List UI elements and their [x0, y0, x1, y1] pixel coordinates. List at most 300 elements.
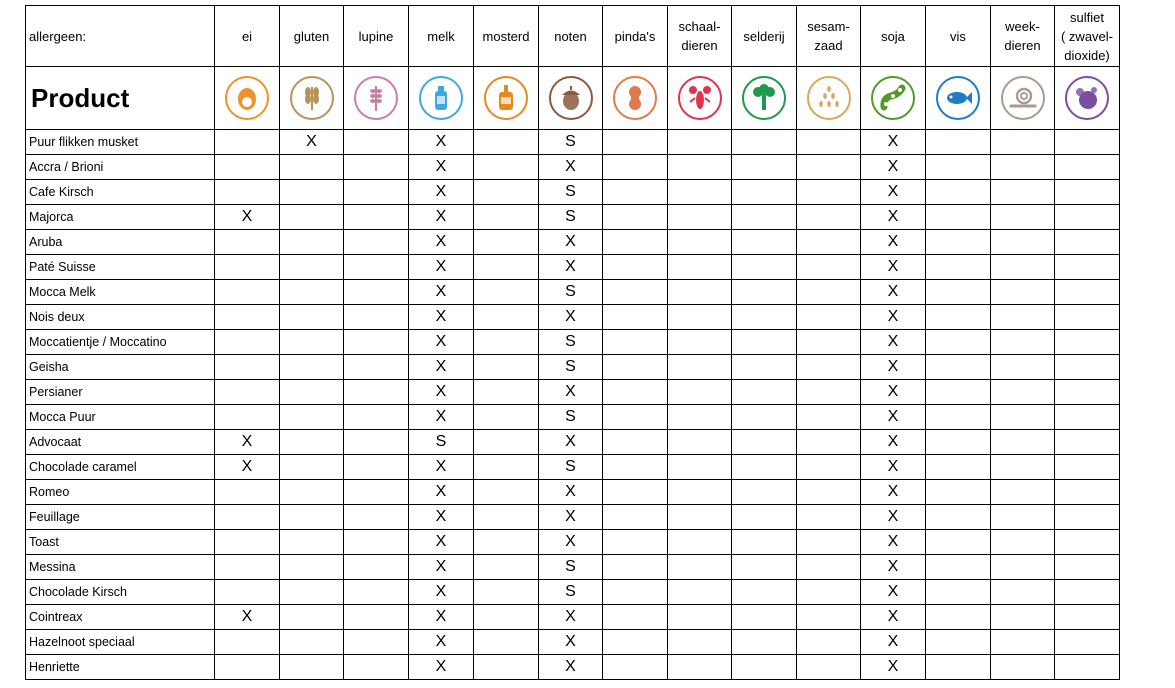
allergen-mark-cell: [668, 455, 732, 480]
allergen-mark-cell: [926, 605, 991, 630]
allergen-header-4: mosterd: [474, 6, 539, 67]
allergen-mark-cell: X: [539, 530, 603, 555]
allergen-icon-cell-2: [344, 67, 409, 130]
allergen-mark-cell: [797, 380, 861, 405]
allergen-mark-cell: X: [409, 280, 474, 305]
allergen-icon-cell-12: [991, 67, 1055, 130]
allergen-mark-cell: S: [539, 355, 603, 380]
allergen-mark-cell: X: [409, 605, 474, 630]
allergen-mark-cell: [344, 555, 409, 580]
allergen-mark-cell: [668, 280, 732, 305]
allergen-mark-cell: [926, 530, 991, 555]
product-name: Puur flikken musket: [26, 130, 215, 155]
allergen-mark-cell: [991, 530, 1055, 555]
allergen-mark-cell: [215, 405, 280, 430]
table-row: [26, 305, 1120, 330]
allergen-mark-cell: S: [539, 330, 603, 355]
allergen-mark-cell: [215, 655, 280, 680]
allergen-icon-cell-9: [797, 67, 861, 130]
allergen-mark-cell: [603, 280, 668, 305]
allergen-mark-cell: [215, 505, 280, 530]
allergen-icon-cell-3: [409, 67, 474, 130]
allergen-mark-cell: [603, 555, 668, 580]
allergen-mark-cell: [926, 355, 991, 380]
allergen-mark-cell: [668, 230, 732, 255]
allergen-mark-cell: X: [409, 655, 474, 680]
allergen-mark-cell: [668, 255, 732, 280]
allergen-mark-cell: [474, 555, 539, 580]
allergen-mark-cell: [344, 230, 409, 255]
allergen-mark-cell: X: [861, 430, 926, 455]
allergen-mark-cell: X: [409, 405, 474, 430]
allergen-mark-cell: X: [539, 380, 603, 405]
allergen-mark-cell: [797, 205, 861, 230]
allergen-mark-cell: [1055, 430, 1120, 455]
allergen-mark-cell: [797, 455, 861, 480]
allergen-icon-cell-11: [926, 67, 991, 130]
allergen-mark-cell: [280, 380, 344, 405]
allergen-mark-cell: [603, 530, 668, 555]
allergen-header-2: lupine: [344, 6, 409, 67]
allergen-mark-cell: [1055, 630, 1120, 655]
allergen-mark-cell: [603, 455, 668, 480]
allergen-mark-cell: [603, 605, 668, 630]
soy-bean-icon: [871, 76, 915, 120]
allergen-mark-cell: [1055, 155, 1120, 180]
allergen-mark-cell: X: [861, 305, 926, 330]
allergen-mark-cell: [991, 305, 1055, 330]
allergen-mark-cell: X: [409, 255, 474, 280]
allergen-icon-cell-1: [280, 67, 344, 130]
allergen-mark-cell: [215, 555, 280, 580]
allergen-mark-cell: [991, 130, 1055, 155]
allergen-mark-cell: [732, 455, 797, 480]
allergen-mark-cell: [732, 255, 797, 280]
allergen-mark-cell: [668, 480, 732, 505]
allergen-mark-cell: [991, 630, 1055, 655]
allergen-mark-cell: X: [861, 230, 926, 255]
allergen-header-13: sulfiet ( zwavel- dioxide): [1055, 6, 1120, 67]
allergen-mark-cell: S: [539, 205, 603, 230]
table-row: [26, 555, 1120, 580]
allergen-icon-cell-8: [732, 67, 797, 130]
allergen-mark-cell: [926, 180, 991, 205]
product-name: Geisha: [26, 355, 215, 380]
allergen-mark-cell: [603, 230, 668, 255]
allergen-mark-cell: [474, 580, 539, 605]
product-column-title: Product: [26, 67, 215, 130]
allergen-mark-cell: [797, 655, 861, 680]
product-name: Aruba: [26, 230, 215, 255]
table-row: [26, 330, 1120, 355]
allergen-mark-cell: [732, 605, 797, 630]
allergen-mark-cell: X: [861, 380, 926, 405]
allergen-mark-cell: X: [861, 630, 926, 655]
product-name: Toast: [26, 530, 215, 555]
allergen-mark-cell: [991, 155, 1055, 180]
allergen-mark-cell: [797, 355, 861, 380]
allergen-corner-label: allergeen:: [26, 6, 215, 67]
allergen-mark-cell: X: [861, 355, 926, 380]
allergen-mark-cell: [344, 155, 409, 180]
allergen-mark-cell: [603, 155, 668, 180]
allergen-mark-cell: [991, 230, 1055, 255]
allergen-header-12: week- dieren: [991, 6, 1055, 67]
allergen-mark-cell: [603, 330, 668, 355]
allergen-mark-cell: [280, 630, 344, 655]
product-name: Moccatientje / Moccatino: [26, 330, 215, 355]
allergen-mark-cell: X: [409, 530, 474, 555]
table-row: [26, 255, 1120, 280]
allergen-mark-cell: [926, 555, 991, 580]
allergen-mark-cell: [474, 430, 539, 455]
allergen-mark-cell: X: [861, 280, 926, 305]
allergen-mark-cell: [1055, 180, 1120, 205]
allergen-mark-cell: [926, 630, 991, 655]
allergen-mark-cell: [797, 305, 861, 330]
allergen-mark-cell: [474, 655, 539, 680]
allergen-mark-cell: X: [409, 455, 474, 480]
allergen-mark-cell: [732, 355, 797, 380]
allergen-mark-cell: [1055, 280, 1120, 305]
allergen-mark-cell: [280, 180, 344, 205]
allergen-mark-cell: X: [861, 205, 926, 230]
allergen-header-6: pinda's: [603, 6, 668, 67]
allergen-mark-cell: [344, 330, 409, 355]
allergen-mark-cell: [280, 655, 344, 680]
allergen-mark-cell: [797, 280, 861, 305]
allergen-mark-cell: [797, 530, 861, 555]
allergen-mark-cell: [797, 155, 861, 180]
allergen-mark-cell: [280, 505, 344, 530]
product-name: Mocca Puur: [26, 405, 215, 430]
allergen-mark-cell: [1055, 580, 1120, 605]
table-row: [26, 480, 1120, 505]
allergen-mark-cell: [603, 580, 668, 605]
allergen-mark-cell: [215, 355, 280, 380]
allergen-mark-cell: [1055, 255, 1120, 280]
allergen-mark-cell: [926, 305, 991, 330]
allergen-mark-cell: [926, 230, 991, 255]
allergen-mark-cell: [732, 530, 797, 555]
allergen-mark-cell: [215, 380, 280, 405]
allergen-icon-cell-4: [474, 67, 539, 130]
allergen-mark-cell: [603, 405, 668, 430]
allergen-mark-cell: [668, 655, 732, 680]
allergen-mark-cell: [926, 205, 991, 230]
allergen-mark-cell: [603, 130, 668, 155]
allergen-mark-cell: [344, 430, 409, 455]
allergen-mark-cell: [732, 305, 797, 330]
allergen-mark-cell: [668, 180, 732, 205]
allergen-icon-cell-6: [603, 67, 668, 130]
allergen-table: [25, 5, 1120, 680]
allergen-mark-cell: X: [409, 580, 474, 605]
allergen-mark-cell: [797, 130, 861, 155]
allergen-mark-cell: [215, 480, 280, 505]
allergen-mark-cell: S: [539, 455, 603, 480]
lobster-icon: [678, 76, 722, 120]
table-row: [26, 580, 1120, 605]
allergen-mark-cell: [991, 205, 1055, 230]
allergen-header-1: gluten: [280, 6, 344, 67]
allergen-mark-cell: [474, 630, 539, 655]
allergen-mark-cell: [1055, 405, 1120, 430]
allergen-mark-cell: [926, 505, 991, 530]
allergen-mark-cell: [926, 405, 991, 430]
allergen-mark-cell: [344, 205, 409, 230]
product-name: Hazelnoot speciaal: [26, 630, 215, 655]
allergen-mark-cell: [280, 205, 344, 230]
allergen-mark-cell: [991, 380, 1055, 405]
allergen-mark-cell: [668, 580, 732, 605]
allergen-mark-cell: [280, 455, 344, 480]
allergen-mark-cell: [603, 505, 668, 530]
allergen-icon-cell-0: [215, 67, 280, 130]
allergen-header-8: selderij: [732, 6, 797, 67]
allergen-mark-cell: X: [861, 605, 926, 630]
allergen-mark-cell: X: [861, 405, 926, 430]
acorn-nut-icon: [549, 76, 593, 120]
allergen-mark-cell: [668, 355, 732, 380]
allergen-mark-cell: X: [409, 205, 474, 230]
allergen-mark-cell: [344, 455, 409, 480]
table-row: [26, 430, 1120, 455]
allergen-mark-cell: [474, 155, 539, 180]
allergen-mark-cell: [797, 230, 861, 255]
product-name: Majorca: [26, 205, 215, 230]
allergen-mark-cell: [280, 330, 344, 355]
allergen-mark-cell: X: [861, 330, 926, 355]
allergen-mark-cell: [603, 480, 668, 505]
table-row: [26, 455, 1120, 480]
product-name: Cointreax: [26, 605, 215, 630]
table-row: [26, 230, 1120, 255]
allergen-mark-cell: [344, 355, 409, 380]
allergen-mark-cell: X: [215, 430, 280, 455]
allergen-mark-cell: [344, 655, 409, 680]
allergen-mark-cell: [1055, 380, 1120, 405]
table-row: [26, 380, 1120, 405]
product-name: Paté Suisse: [26, 255, 215, 280]
allergen-mark-cell: [991, 605, 1055, 630]
allergen-header-9: sesam- zaad: [797, 6, 861, 67]
product-name: Chocolade Kirsch: [26, 580, 215, 605]
allergen-mark-cell: X: [409, 330, 474, 355]
allergen-mark-cell: [344, 130, 409, 155]
table-row: [26, 630, 1120, 655]
allergen-mark-cell: [991, 505, 1055, 530]
allergen-mark-cell: X: [861, 255, 926, 280]
product-name: Mocca Melk: [26, 280, 215, 305]
allergen-mark-cell: [732, 480, 797, 505]
allergen-mark-cell: X: [215, 205, 280, 230]
table-row: [26, 505, 1120, 530]
allergen-header-10: soja: [861, 6, 926, 67]
allergen-mark-cell: [668, 605, 732, 630]
allergen-mark-cell: [215, 305, 280, 330]
allergen-header-11: vis: [926, 6, 991, 67]
allergen-mark-cell: [991, 480, 1055, 505]
allergen-mark-cell: X: [539, 605, 603, 630]
allergen-mark-cell: [215, 155, 280, 180]
table-row: [26, 155, 1120, 180]
allergen-mark-cell: [1055, 605, 1120, 630]
celery-icon: [742, 76, 786, 120]
allergen-mark-cell: [797, 505, 861, 530]
allergen-icon-cell-5: [539, 67, 603, 130]
allergen-header-0: ei: [215, 6, 280, 67]
allergen-mark-cell: [1055, 330, 1120, 355]
allergen-mark-cell: X: [861, 655, 926, 680]
allergen-mark-cell: X: [409, 355, 474, 380]
allergen-mark-cell: [215, 130, 280, 155]
allergen-mark-cell: [280, 355, 344, 380]
allergen-mark-cell: [668, 380, 732, 405]
allergen-mark-cell: [991, 455, 1055, 480]
peanut-icon: [613, 76, 657, 120]
allergen-mark-cell: [926, 130, 991, 155]
allergen-mark-cell: [926, 655, 991, 680]
allergen-mark-cell: X: [280, 130, 344, 155]
allergen-mark-cell: [1055, 505, 1120, 530]
allergen-mark-cell: [797, 255, 861, 280]
allergen-mark-cell: [991, 580, 1055, 605]
allergen-mark-cell: [1055, 205, 1120, 230]
allergen-mark-cell: X: [861, 505, 926, 530]
allergen-mark-cell: [344, 280, 409, 305]
allergen-mark-cell: [732, 405, 797, 430]
allergen-mark-cell: [797, 555, 861, 580]
allergen-mark-cell: [926, 255, 991, 280]
allergen-mark-cell: [280, 580, 344, 605]
allergen-mark-cell: [926, 455, 991, 480]
allergen-mark-cell: [474, 455, 539, 480]
allergen-mark-cell: [474, 380, 539, 405]
allergen-mark-cell: X: [861, 530, 926, 555]
allergen-mark-cell: [474, 355, 539, 380]
allergen-mark-cell: [280, 430, 344, 455]
allergen-mark-cell: X: [539, 155, 603, 180]
allergen-mark-cell: [474, 530, 539, 555]
allergen-mark-cell: S: [539, 280, 603, 305]
allergen-mark-cell: X: [409, 180, 474, 205]
allergen-mark-cell: [668, 205, 732, 230]
allergen-mark-cell: [474, 255, 539, 280]
allergen-mark-cell: [991, 280, 1055, 305]
allergen-mark-cell: [344, 530, 409, 555]
allergen-mark-cell: [732, 280, 797, 305]
allergen-mark-cell: [991, 430, 1055, 455]
allergen-mark-cell: [215, 280, 280, 305]
allergen-mark-cell: [280, 555, 344, 580]
allergen-mark-cell: [1055, 230, 1120, 255]
allergen-mark-cell: [732, 630, 797, 655]
allergen-mark-cell: [280, 405, 344, 430]
allergen-mark-cell: [668, 305, 732, 330]
allergen-mark-cell: X: [861, 480, 926, 505]
allergen-mark-cell: [926, 155, 991, 180]
allergen-mark-cell: [732, 430, 797, 455]
allergen-mark-cell: X: [861, 555, 926, 580]
allergen-mark-cell: X: [409, 480, 474, 505]
allergen-mark-cell: [668, 155, 732, 180]
allergen-mark-cell: X: [409, 555, 474, 580]
allergen-mark-cell: [668, 430, 732, 455]
allergen-mark-cell: [797, 430, 861, 455]
allergen-mark-cell: [280, 280, 344, 305]
allergen-mark-cell: X: [215, 605, 280, 630]
allergen-mark-cell: [474, 180, 539, 205]
allergen-mark-cell: [280, 230, 344, 255]
allergen-mark-cell: X: [409, 305, 474, 330]
allergen-mark-cell: [603, 430, 668, 455]
table-row: [26, 605, 1120, 630]
allergen-mark-cell: [603, 205, 668, 230]
allergen-mark-cell: [732, 155, 797, 180]
allergen-mark-cell: [474, 605, 539, 630]
allergen-mark-cell: [474, 480, 539, 505]
allergen-mark-cell: [732, 580, 797, 605]
allergen-mark-cell: [215, 255, 280, 280]
product-name: Persianer: [26, 380, 215, 405]
product-name: Feuillage: [26, 505, 215, 530]
allergen-mark-cell: [1055, 655, 1120, 680]
allergen-mark-cell: X: [539, 430, 603, 455]
allergen-mark-cell: X: [215, 455, 280, 480]
allergen-mark-cell: [732, 130, 797, 155]
allergen-mark-cell: [344, 405, 409, 430]
allergen-mark-cell: [344, 180, 409, 205]
fish-icon: [936, 76, 980, 120]
product-name: Messina: [26, 555, 215, 580]
table-row: [26, 205, 1120, 230]
allergen-mark-cell: [474, 205, 539, 230]
allergen-mark-cell: [991, 355, 1055, 380]
allergen-mark-cell: [474, 505, 539, 530]
allergen-mark-cell: [926, 280, 991, 305]
egg-icon: [225, 76, 269, 120]
allergen-mark-cell: X: [539, 305, 603, 330]
allergen-mark-cell: X: [539, 480, 603, 505]
allergen-mark-cell: S: [539, 555, 603, 580]
mustard-bottle-icon: [484, 76, 528, 120]
allergen-mark-cell: [344, 305, 409, 330]
allergen-mark-cell: [344, 255, 409, 280]
allergen-mark-cell: X: [409, 230, 474, 255]
allergen-mark-cell: [732, 205, 797, 230]
allergen-mark-cell: [474, 130, 539, 155]
allergen-mark-cell: [1055, 555, 1120, 580]
allergen-mark-cell: X: [861, 580, 926, 605]
allergen-mark-cell: X: [861, 455, 926, 480]
allergen-mark-cell: X: [539, 255, 603, 280]
allergen-mark-cell: [344, 605, 409, 630]
allergen-mark-cell: [732, 180, 797, 205]
allergen-mark-cell: [926, 580, 991, 605]
allergen-mark-cell: X: [861, 180, 926, 205]
allergen-mark-cell: [344, 480, 409, 505]
allergen-mark-cell: [603, 255, 668, 280]
allergen-mark-cell: [668, 505, 732, 530]
allergen-mark-cell: [215, 330, 280, 355]
allergen-mark-cell: [926, 480, 991, 505]
allergen-mark-cell: [797, 580, 861, 605]
allergen-mark-cell: X: [409, 155, 474, 180]
allergen-mark-cell: [732, 555, 797, 580]
allergen-icon-cell-7: [668, 67, 732, 130]
product-name: Chocolade caramel: [26, 455, 215, 480]
